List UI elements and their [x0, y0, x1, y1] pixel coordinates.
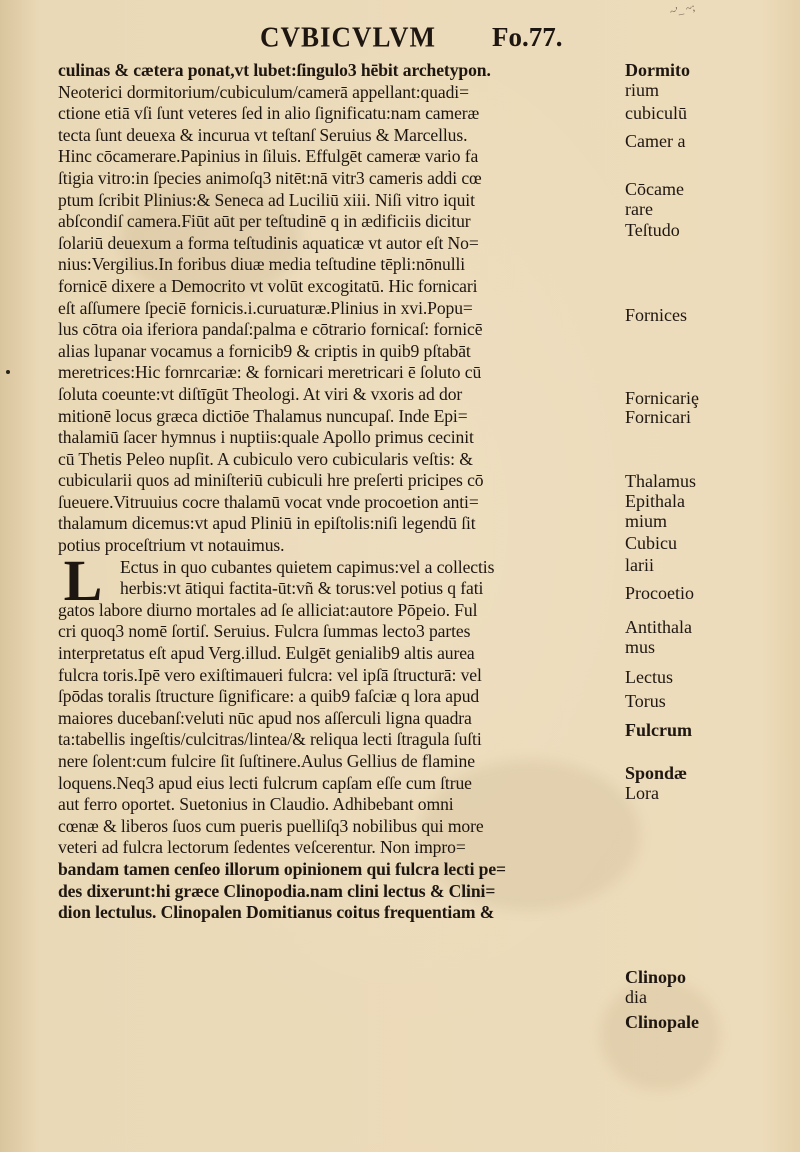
text-line: herbis:vt ātiqui factita-ūt:vñ & torus:vel potius q fati: [120, 578, 484, 599]
text-line: thalamiū ſacer hymnus i nuptiis:quale Apollo primus cecinit: [58, 427, 474, 448]
margin-note: Torus: [625, 691, 666, 711]
margin-note: Fulcrum: [625, 720, 692, 740]
text-line: ſoluta coeunte:vt diſtīgūt Theologi. At viri & vxoris ad dor: [58, 383, 463, 404]
margin-note: Cubicu: [625, 533, 677, 553]
text-line: cubicularii quos ad miniſteriū cubiculi hre preſerti pricipes cō: [58, 470, 484, 491]
text-line: maiores ducebanſ:veluti nūc apud nos aſſerculi ligna quadra: [58, 707, 472, 728]
text-line: lus cōtra oia iferiora pandaſ:palma e cōtrario fornicaſ: fornicē: [58, 319, 483, 340]
main-text-column: [58, 60, 618, 924]
margin-note: Epithala: [625, 491, 685, 511]
margin-note: Clinopale: [625, 1012, 700, 1032]
text-line: loquens.Neq3 apud eius lecti fulcrum capſam eſſe cum ſtrue: [58, 772, 472, 793]
text-line: tecta ſunt deuexa & incurua vt teſtanſ Seruius & Marcellus.: [58, 124, 468, 145]
margin-note: larii: [625, 555, 654, 575]
margin-note: Lectus: [625, 667, 673, 687]
text-line: cū Thetis Peleo nupſit. A cubiculo vero cubicularis veſtis: &: [58, 448, 473, 469]
margin-note: rare: [625, 199, 653, 219]
margin-note: cubiculū: [625, 103, 687, 123]
margin-note: Teſtudo: [625, 220, 680, 240]
text-line: thalamum dicemus:vt apud Pliniū in epiſtolis:niſi legendū ſit: [58, 513, 476, 534]
text-line: interpretatus eſt apud Verg.illud. Eulgēt genialib9 altis aurea: [58, 643, 475, 664]
text-line: eſt aſſumere ſpeciē fornicis.i.curuaturæ.Plinius in xvi.Popu=: [58, 297, 473, 318]
margin-note: mus: [625, 637, 656, 657]
text-line: cri quoq3 nomē ſortiſ. Seruius. Fulcra ſummas lecto3 partes: [58, 621, 471, 642]
margin-note: Thalamus: [625, 471, 696, 491]
text-line: mitionē locus græca dictiōe Thalamus nuncupaſ. Inde Epi=: [58, 405, 468, 426]
margin-dot-icon: [6, 370, 10, 374]
drop-capital: L: [63, 547, 103, 613]
text-line: ptum ſcribit Plinius:& Seneca ad Luciliū xiii. Niſi vitro iquit: [58, 189, 475, 210]
text-line: alias lupanar vocamus a fornicib9 & criptis in quib9 pſtabāt: [58, 340, 471, 361]
margin-note: Lora: [625, 783, 659, 803]
margin-note: Fornicari: [625, 407, 691, 427]
text-line: fornicē dixere a Democrito vt volūt excogitatū. Hic fornicari: [58, 275, 478, 296]
text-line: abſcondiſ camera.Fiūt aūt per teſtudinē q in ædificiis dicitur: [58, 211, 471, 232]
text-line: des dixerunt:hi græce Clinopodia.nam clini lectus & Clini=: [58, 880, 496, 901]
text-line: aut ferro oportet. Suetonius in Claudio. Adhibebant omni: [58, 794, 454, 815]
margin-note: Dormito: [625, 60, 690, 80]
margin-note: Spondæ: [625, 763, 688, 783]
text-line: ctione etiā vſi ſunt veteres ſed in alio ſignificatu:nam cameræ: [58, 103, 480, 124]
margin-note: Camer a: [625, 131, 686, 151]
text-line: Neoterici dormitorium/cubiculum/camerā appellant:quadi=: [58, 81, 469, 102]
text-line: meretrices:Hic fornrcariæ: & fornicari meretricari ē ſoluto cū: [58, 362, 482, 383]
text-line: gatos labore diurno mortales ad ſe alliciat:autore Pōpeio. Ful: [58, 599, 478, 620]
margin-note: Clinopo: [625, 967, 687, 987]
text-line: veteri ad fulcra lectorum ſedentes veſcerentur. Non impro=: [58, 837, 466, 858]
text-line: potius proceſtrium vt notauimus.: [58, 535, 285, 556]
page-header-folio: Fo.77.: [492, 22, 563, 52]
margin-note: Fornices: [625, 305, 687, 325]
margin-note: dia: [625, 987, 647, 1007]
margin-note: Fornicariȩ: [625, 388, 699, 408]
text-line: bandam tamen cenſeo illorum opinionem qui fulcra lecti pe=: [58, 858, 506, 879]
margin-note: Procoetio: [625, 583, 694, 603]
corner-annotation: ~'_ ~;: [669, 1, 697, 19]
text-line: Hinc cōcamerare.Papinius in ſiluis. Effulgēt cameræ vario fa: [58, 146, 479, 167]
text-line: ta:tabellis ingeſtis/culcitras/lintea/& reliqua lecti ſtragula ſuſti: [58, 729, 482, 750]
text-line: ſueuere.Vitruuius cocre thalamū vocat vnde procoetion anti=: [58, 491, 479, 512]
text-line: fulcra toris.Ipē vero exiſtimaueri fulcra: vel ipſā ſtructurā: vel: [58, 664, 482, 685]
text-line: ſpōdas toralis ſtructure ſignificare: a quib9 faſciæ q lora apud: [58, 686, 480, 707]
margin-note: Cōcame: [625, 179, 684, 199]
text-line: ſolariū deuexum a forma teſtudinis aquaticæ vt autor eſt No=: [58, 232, 479, 253]
text-line: ſtigia vitro:in ſpecies animoſq3 nitēt:nā vitr3 cameris addi cœ: [58, 167, 482, 188]
text-line: Ectus in quo cubantes quietem capimus:vel a collectis: [120, 556, 495, 577]
text-line: dion lectulus. Clinopalen Domitianus coitus frequentiam &: [58, 902, 495, 923]
margin-note: Antithala: [625, 617, 692, 637]
text-line: cœnæ & liberos ſuos cum pueris puelliſq3 nobilibus qui more: [58, 815, 484, 836]
text-line: culinas & cætera ponat,vt lubet:ſingulo3 hēbit archetypon.: [58, 60, 491, 80]
text-line: nere ſolent:cum fulcire ſit ſuſtinere.Aulus Gellius de flamine: [58, 751, 475, 771]
page-header-title: CVBICVLVM: [260, 21, 437, 53]
text-line: nius:Vergilius.In foribus diuæ media teſtudine tēpli:nōnulli: [58, 254, 466, 275]
paper-stain: [600, 980, 720, 1090]
margin-note: rium: [625, 80, 659, 100]
margin-note: mium: [625, 511, 668, 531]
